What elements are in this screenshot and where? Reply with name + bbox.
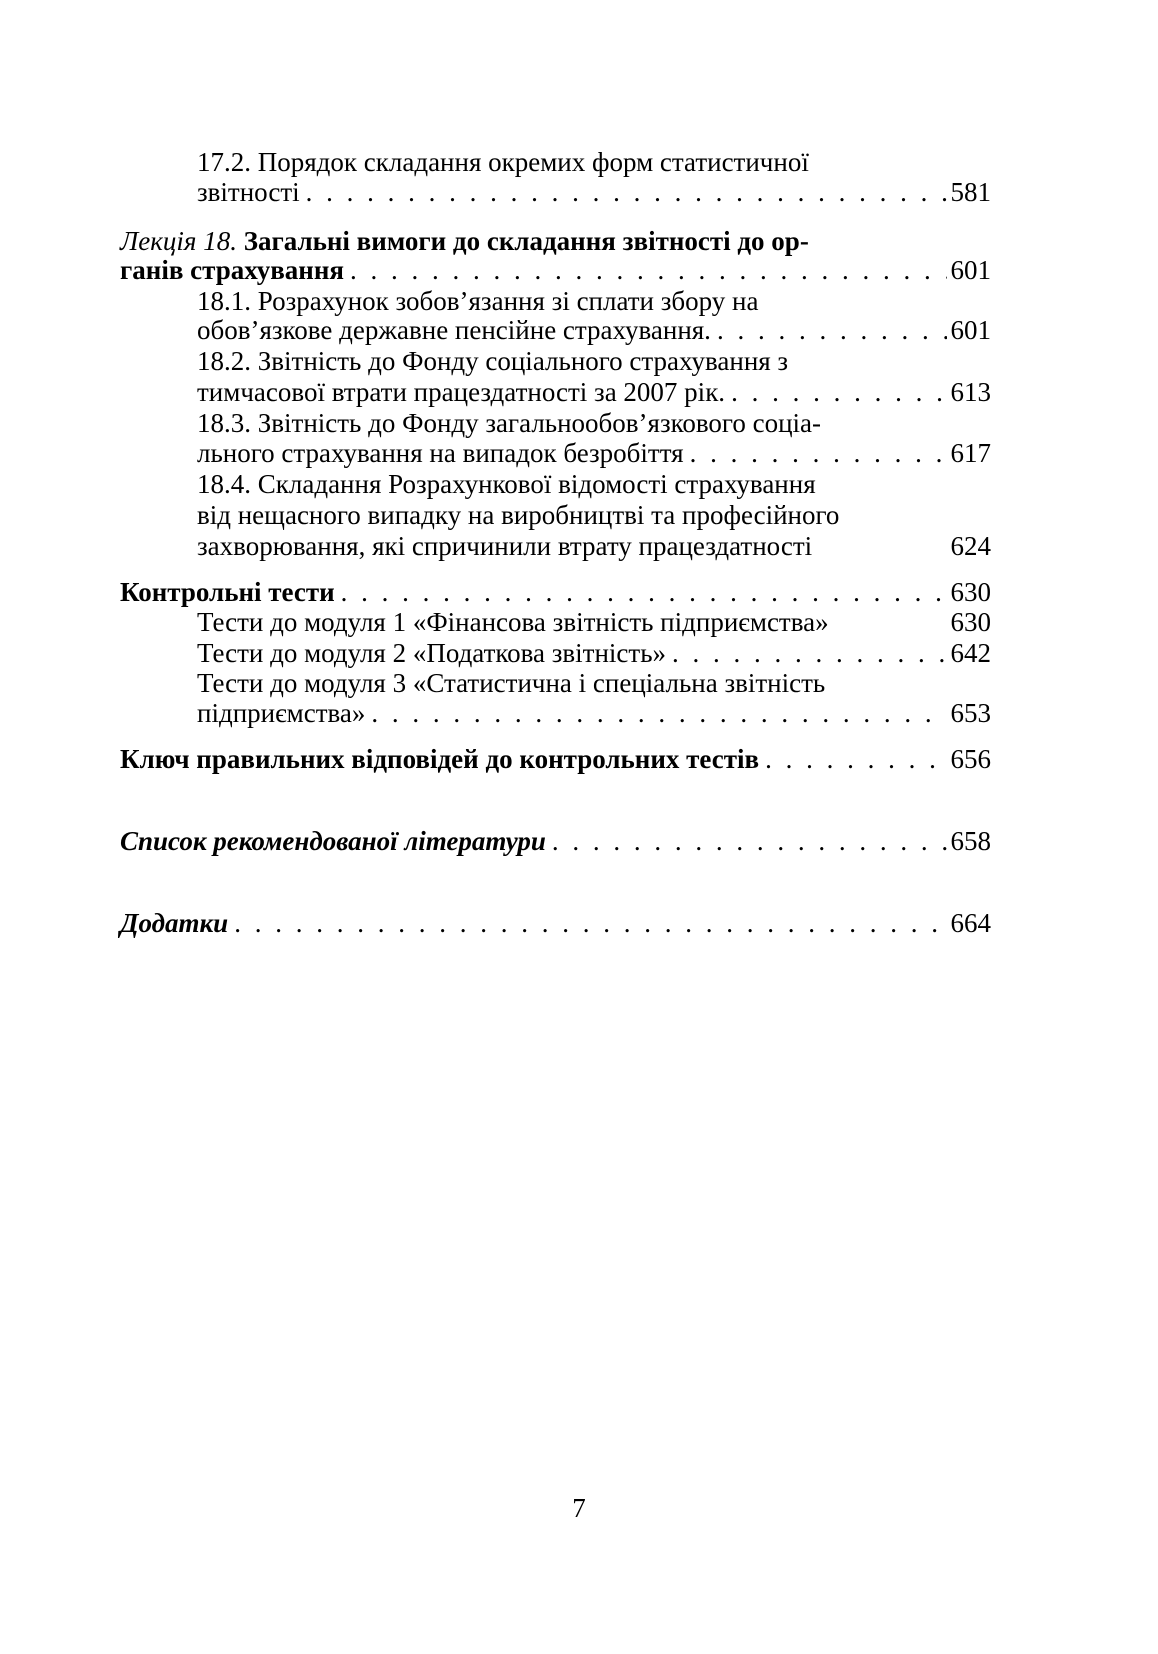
toc-entry-text: обов’язкове державне пенсійне страхування. — [197, 315, 711, 345]
toc-page-number: 653 — [950, 698, 991, 728]
toc-entry-text: 18.4. Складання Розрахункової відомості страхування — [197, 469, 816, 499]
toc-page-number: 658 — [950, 826, 991, 856]
dot-leader — [350, 254, 946, 286]
toc-entry-tests-module-2 — [197, 637, 991, 669]
toc-entry-text: 18.3. Звітність до Фонду загальнообов’язкового соціа- — [197, 408, 821, 438]
toc-page-number: 630 — [950, 607, 991, 637]
dot-leader — [552, 825, 947, 857]
toc-page-number: 581 — [950, 177, 991, 207]
toc-entry-appendices — [120, 907, 991, 939]
toc-page-number: 613 — [950, 377, 991, 407]
toc-entry-lecture-18 — [120, 254, 991, 286]
toc-entry-text: звітності — [197, 177, 300, 207]
toc-entry-18-1 — [197, 314, 991, 346]
toc-entry-18-1-line1 — [197, 285, 759, 317]
toc-entry-text: Тести до модуля 3 «Статистична і спеціальна звітність — [197, 668, 826, 698]
toc-entry-18-3 — [197, 437, 991, 469]
toc-entry-text: Список рекомендованої літератури — [120, 826, 546, 856]
lecture-title-cont: ганів страхування — [120, 255, 345, 285]
dot-leader — [765, 743, 946, 775]
toc-entry-18-4 — [197, 530, 991, 562]
toc-entry-text: Контрольні тести — [120, 577, 335, 607]
toc-entry-18-2 — [197, 376, 991, 408]
toc-page-number: 617 — [950, 438, 991, 468]
toc-page-number: 624 — [950, 531, 991, 561]
toc-entry-text: тимчасової втрати працездатності за 2007 рік. — [197, 377, 726, 407]
toc-page-number: 664 — [950, 908, 991, 938]
dot-leader — [731, 376, 946, 408]
toc-entry-18-4-line2 — [197, 499, 839, 531]
toc-entry-17-2 — [197, 176, 991, 208]
dot-leader — [690, 437, 947, 469]
toc-entry-text: Тести до модуля 2 «Податкова звітність» — [197, 638, 667, 668]
lecture-title: Загальні вимоги до складання звітності до ор- — [243, 226, 809, 256]
toc-entry-18-4-line1 — [197, 468, 816, 500]
toc-entry-text: льного страхування на випадок безробіття — [197, 438, 684, 468]
toc-entry-text: 18.1. Розрахунок зобов’язання зі сплати збору на — [197, 286, 759, 316]
toc-entry-text: 18.2. Звітність до Фонду соціального страхування з — [197, 346, 789, 376]
toc-entry-18-2-line1 — [197, 345, 788, 377]
toc-entry-lecture-18-line1 — [120, 225, 809, 257]
toc-entry-bibliography — [120, 825, 991, 857]
dot-leader — [306, 176, 947, 208]
toc-entry-text: захворювання, які спричинили втрату працездатності — [197, 531, 813, 561]
toc-entry-text: від нещасного випадку на виробництві та професійного — [197, 500, 840, 530]
lecture-label: Лекція 18. — [120, 226, 237, 256]
toc-entry-text: 17.2. Порядок складання окремих форм статистичної — [197, 147, 809, 177]
toc-page-number: 601 — [950, 255, 991, 285]
toc-entry-text: Тести до модуля 1 «Фінансова звітність підприємства» — [197, 607, 829, 637]
dot-leader — [717, 314, 947, 346]
toc-entry-text: підприємства» — [197, 698, 366, 728]
toc-entry-control-tests — [120, 576, 991, 608]
toc-entry-tests-module-1 — [197, 606, 991, 638]
toc-entry-17-2-line1 — [197, 146, 809, 178]
dot-leader — [341, 576, 947, 608]
dot-leader — [672, 637, 946, 669]
toc-entry-answer-key — [120, 743, 991, 775]
dot-leader — [371, 697, 946, 729]
toc-entry-text: Додатки — [120, 908, 229, 938]
toc-page-number: 601 — [950, 315, 991, 345]
toc-page-number: 656 — [950, 744, 991, 774]
toc-page-number: 630 — [950, 577, 991, 607]
page-number: 7 — [572, 1493, 586, 1523]
toc-entry-tests-module-3 — [197, 697, 991, 729]
toc-entry-text: Ключ правильних відповідей до контрольних тестів — [120, 744, 760, 774]
toc-entry-tests-module-3-line1 — [197, 667, 825, 699]
dot-leader — [234, 907, 946, 939]
toc-entry-18-3-line1 — [197, 407, 821, 439]
toc-page-number: 642 — [950, 638, 991, 668]
